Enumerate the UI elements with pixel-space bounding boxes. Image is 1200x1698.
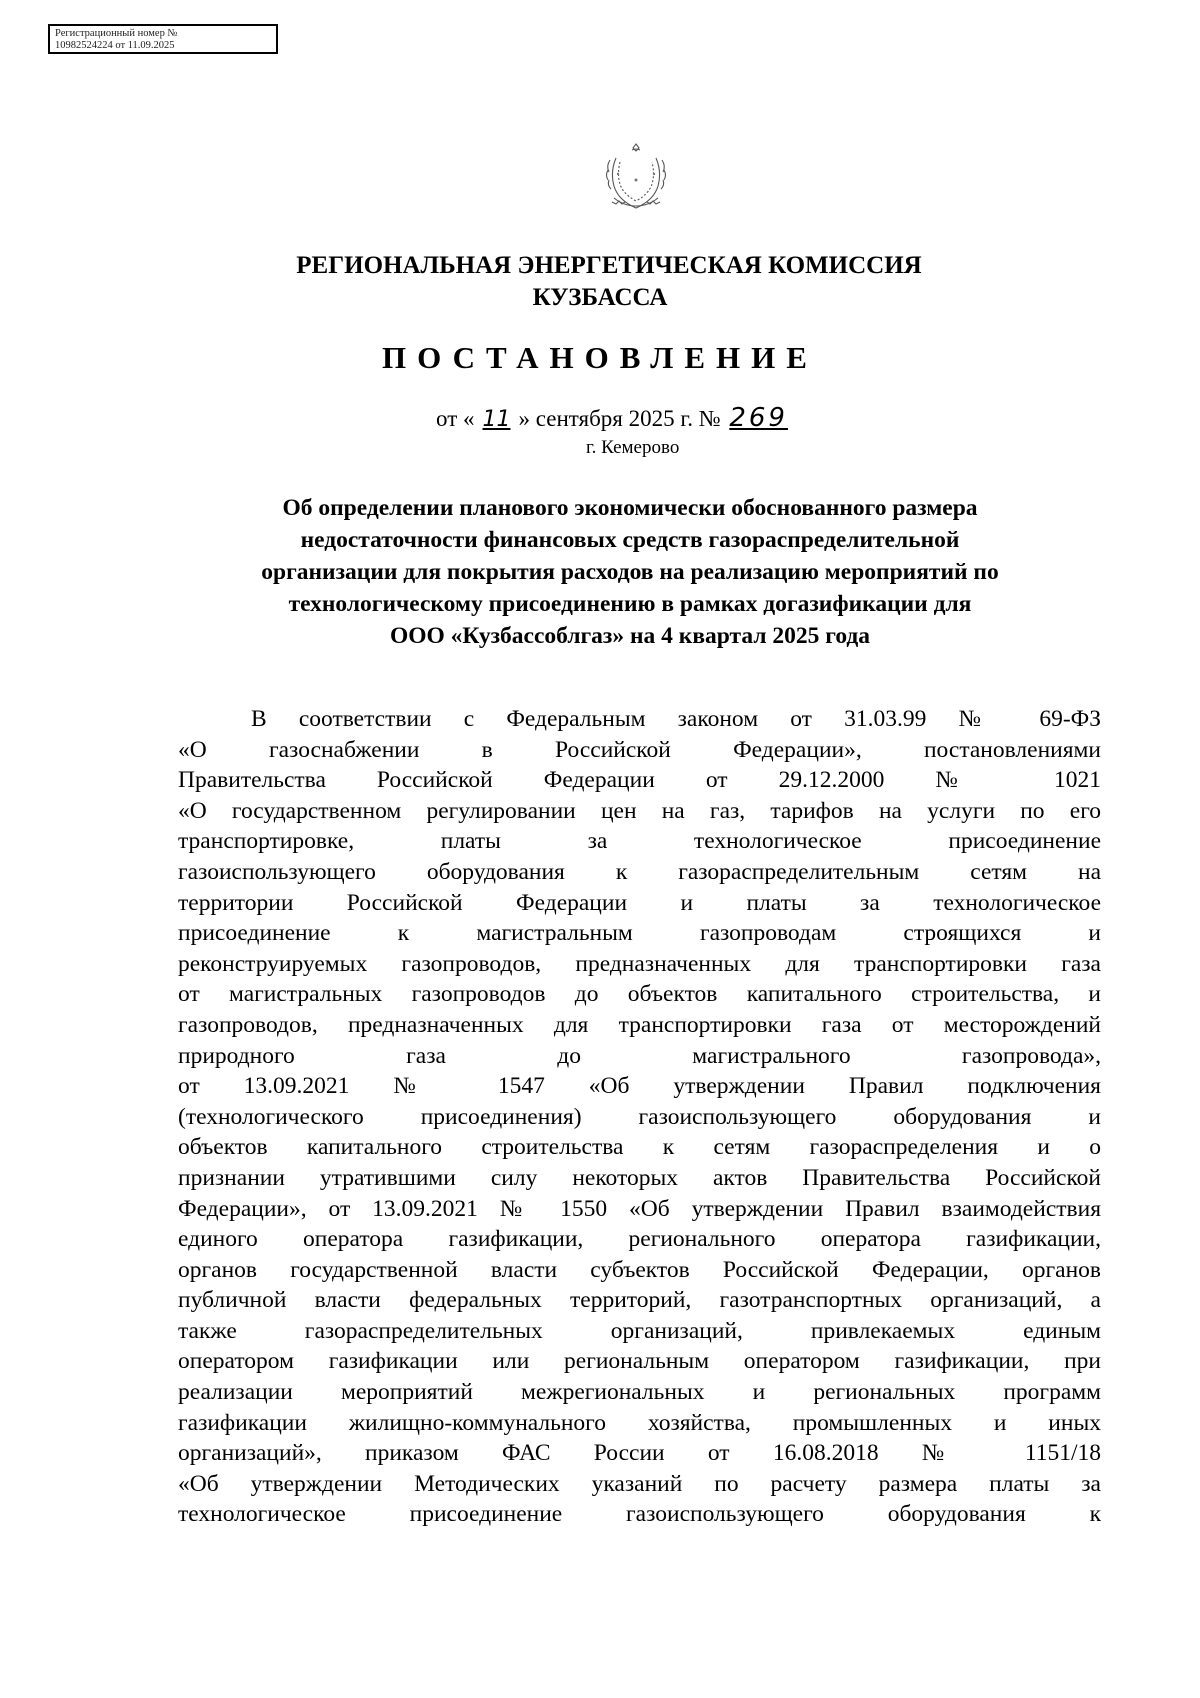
document-title xyxy=(200,492,1060,652)
registration-stamp xyxy=(48,24,278,54)
body-line: транспортировке, платы за технологическое присоединение xyxy=(178,828,1101,855)
body-line: оператором газификации или региональным оператором газификации, при xyxy=(178,1348,1101,1375)
organization-line-1: РЕГИОНАЛЬНАЯ ЭНЕРГЕТИЧЕСКАЯ КОМИССИЯ xyxy=(296,252,922,279)
body-line: признании утратившими силу некоторых актов Правительства Российской xyxy=(178,1164,1101,1191)
body-line: также газораспределительных организаций, привлекаемых единым xyxy=(178,1317,1101,1344)
title-line: недостаточности финансовых средств газораспределительной xyxy=(300,527,960,553)
body-line: Федерации», от 13.09.2021 № 1550 «Об утверждении Правил взаимодействия xyxy=(178,1195,1101,1222)
body-line: публичной власти федеральных территорий, газотранспортных организаций, а xyxy=(178,1287,1101,1314)
organization-line-2: КУЗБАССА xyxy=(532,284,668,311)
body-paragraph xyxy=(178,704,1101,1530)
body-line: реконструируемых газопроводов, предназначенных для транспортировки газа xyxy=(178,950,1101,977)
body-line: «Об утверждении Методических указаний по расчету размера платы за xyxy=(178,1470,1101,1497)
body-line: газификации жилищно-коммунального хозяйства, промышленных и иных xyxy=(178,1409,1101,1436)
title-line: ООО «Кузбассоблгаз» на 4 квартал 2025 года xyxy=(389,623,871,649)
body-line: объектов капитального строительства к сетям газораспределения и о xyxy=(178,1134,1101,1161)
date-line xyxy=(436,404,797,434)
city: г. Кемерово xyxy=(586,437,680,458)
body-line: природного газа до магистрального газопровода», xyxy=(178,1042,1101,1069)
body-line: (технологического присоединения) газоиспользующего оборудования и xyxy=(178,1103,1101,1130)
registration-number: 10982524224 от 11.09.2025 xyxy=(55,40,175,51)
body-line: присоединение к магистральным газопроводам строящихся и xyxy=(178,920,1101,947)
body-line: «О государственном регулировании цен на газ, тарифов на услуги по его xyxy=(178,797,1101,824)
body-line: В соответствии с Федеральным законом от 31.03.99 № 69-ФЗ xyxy=(251,706,1101,732)
body-line: от 13.09.2021 № 1547 «Об утверждении Правил подключения xyxy=(178,1073,1101,1100)
body-line: технологическое присоединение газоиспользующего оборудования к xyxy=(178,1501,1101,1528)
body-line: Правительства Российской Федерации от 29.12.2000 № 1021 xyxy=(178,767,1101,794)
document-type: ПОСТАНОВЛЕНИЕ xyxy=(382,340,818,375)
body-line: от магистральных газопроводов до объектов капитального строительства, и xyxy=(178,981,1101,1008)
body-line: единого оператора газификации, регионального оператора газификации, xyxy=(178,1226,1101,1253)
title-line: Об определении планового экономически обоснованного размера xyxy=(282,495,978,521)
title-line: организации для покрытия расходов на реализацию мероприятий по xyxy=(261,559,999,585)
handwritten-day: 11 xyxy=(482,407,511,432)
body-line: «О газоснабжении в Российской Федерации», постановлениями xyxy=(178,736,1101,763)
body-line: газоиспользующего оборудования к газораспределительным сетям на xyxy=(178,858,1101,885)
body-line: организаций», приказом ФАС России от 16.08.2018 № 1151/18 xyxy=(178,1440,1101,1467)
handwritten-document-number: 269 xyxy=(729,403,788,433)
title-line: технологическому присоединению в рамках догазификации для xyxy=(288,591,972,617)
body-line: территории Российской Федерации и платы за технологическое xyxy=(178,889,1101,916)
registration-label: Регистрационный номер № xyxy=(55,28,178,39)
body-line: органов государственной власти субъектов Российской Федерации, органов xyxy=(178,1256,1101,1283)
date-middle: » сентября 2025 г. № xyxy=(518,406,721,431)
kuzbass-coat-of-arms-icon xyxy=(596,140,676,214)
organization-name xyxy=(0,250,1200,314)
body-line: газопроводов, предназначенных для транспортировки газа от месторождений xyxy=(178,1011,1101,1038)
body-line: реализации мероприятий межрегиональных и региональных программ xyxy=(178,1379,1101,1406)
date-prefix: от « xyxy=(436,406,475,431)
